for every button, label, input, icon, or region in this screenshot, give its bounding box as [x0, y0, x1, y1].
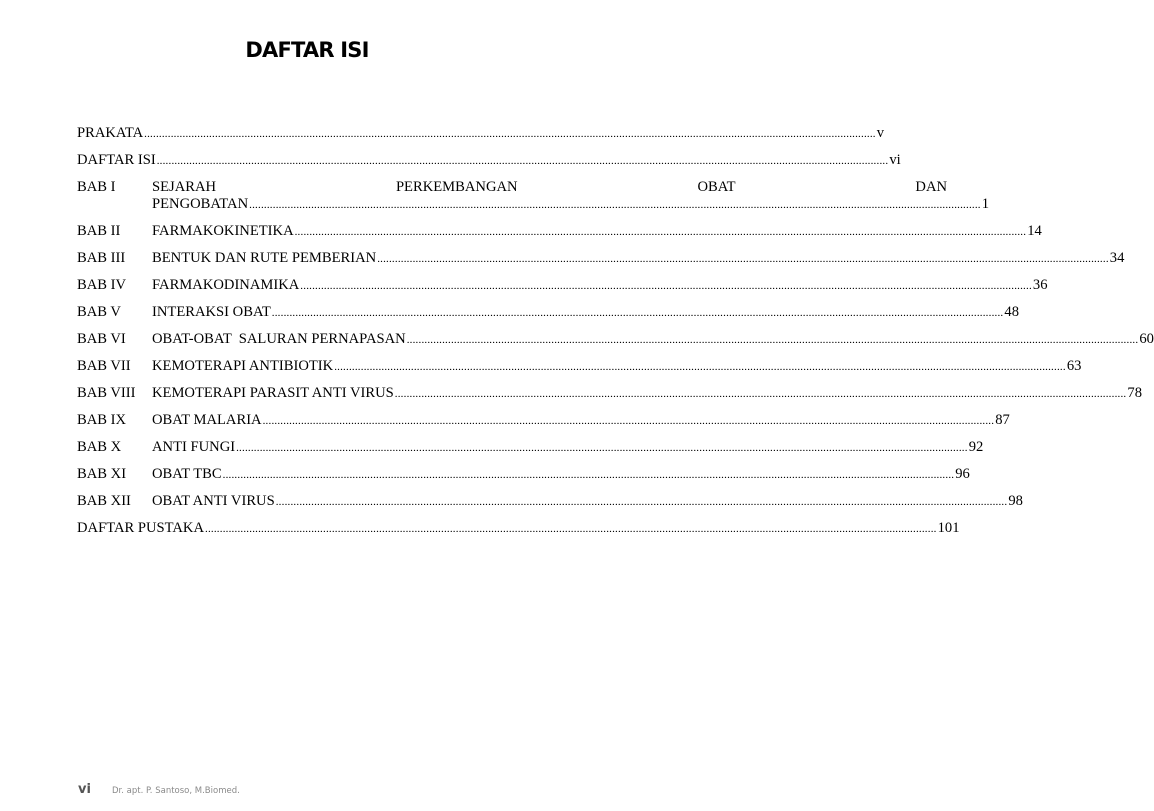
toc-entry-title: DAFTAR PUSTAKA [77, 520, 204, 536]
dot-leader [157, 155, 889, 168]
toc-entry-daftar-isi[interactable] [77, 152, 901, 169]
toc-entry-label: BAB V [77, 304, 121, 320]
dot-leader [276, 496, 1008, 509]
dot-leader [334, 361, 1066, 374]
toc-entry-page: 60 [1139, 331, 1154, 347]
toc-entry-page: 101 [937, 520, 960, 536]
toc-entry-bab-7[interactable] [77, 358, 1082, 375]
toc-entry-title: FARMAKOKINETIKA [152, 223, 294, 239]
toc-entry-title: OBAT TBC [152, 466, 222, 482]
toc-entry-label: BAB X [77, 439, 122, 455]
toc-entry-page: 92 [968, 439, 984, 455]
toc-entry-label: BAB IX [77, 412, 127, 428]
dot-leader [236, 442, 968, 455]
dot-leader [407, 334, 1139, 347]
toc-entry-label: BAB VI [77, 331, 126, 347]
toc-entry-title: INTERAKSI OBAT [152, 304, 271, 320]
dot-leader [272, 307, 1004, 320]
page-title: DAFTAR ISI [245, 38, 369, 62]
dot-leader [249, 199, 981, 212]
dot-leader [395, 388, 1127, 401]
toc-entry-label: BAB III [77, 250, 126, 266]
toc-entry-title: OBAT-OBAT SALURAN PERNAPASAN [152, 331, 406, 347]
table-of-contents [77, 125, 1154, 547]
toc-entry-label: BAB I [77, 179, 116, 195]
toc-entry-title: OBAT MALARIA [152, 412, 262, 428]
toc-entry-title: ANTI FUNGI [152, 439, 236, 455]
toc-entry-daftar-pustaka[interactable] [77, 520, 960, 537]
toc-entry-page: 36 [1032, 277, 1048, 293]
dot-leader [295, 226, 1027, 239]
toc-entry-prakata[interactable] [77, 125, 885, 142]
toc-entry-bab-8[interactable] [77, 385, 1142, 402]
dot-leader [144, 128, 876, 141]
toc-entry-title: FARMAKODINAMIKA [152, 277, 300, 293]
toc-entry-page: 87 [995, 412, 1010, 428]
toc-entry-title-word: DAN [915, 179, 948, 195]
toc-entry-label: BAB XI [77, 466, 127, 482]
toc-entry-page: 78 [1127, 385, 1142, 401]
toc-entry-bab-6[interactable] [77, 331, 1154, 348]
dot-leader [300, 280, 1032, 293]
toc-entry-bab-9[interactable] [77, 412, 1010, 429]
toc-entry-page: 14 [1027, 223, 1042, 239]
toc-entry-bab-4[interactable] [77, 277, 1048, 294]
toc-entry-page: vi [889, 152, 901, 168]
toc-entry-page: 63 [1066, 358, 1082, 374]
toc-entry-label: BAB VII [77, 358, 131, 374]
toc-entry-bab-5[interactable] [77, 304, 1019, 321]
toc-entry-bab-11[interactable] [77, 466, 970, 483]
toc-entry-page: 48 [1004, 304, 1019, 320]
toc-entry-bab-10[interactable] [77, 439, 984, 456]
toc-entry-bab-3[interactable] [77, 250, 1125, 267]
toc-entry-bab-1[interactable] [77, 179, 990, 213]
dot-leader [263, 415, 995, 428]
toc-entry-title: BENTUK DAN RUTE PEMBERIAN [152, 250, 377, 266]
dot-leader [377, 253, 1109, 266]
dot-leader [205, 523, 937, 536]
toc-entry-label: BAB IV [77, 277, 127, 293]
toc-entry-title-word: PERKEMBANGAN [395, 179, 518, 195]
toc-entry-title: KEMOTERAPI ANTIBIOTIK [152, 358, 334, 374]
toc-entry-page: 98 [1008, 493, 1023, 509]
toc-entry-label: BAB II [77, 223, 121, 239]
toc-entry-title: PRAKATA [77, 125, 144, 141]
toc-entry-bab-12[interactable] [77, 493, 1023, 510]
toc-entry-title-word: OBAT [697, 179, 736, 195]
toc-entry-label: BAB XII [77, 493, 131, 509]
toc-entry-title-word: SEJARAH [152, 179, 217, 195]
toc-entry-page: 96 [955, 466, 970, 482]
toc-entry-page: 1 [981, 196, 990, 212]
toc-entry-page: 34 [1109, 250, 1125, 266]
toc-entry-label: BAB VIII [77, 385, 136, 401]
footer-author: Dr. apt. P. Santoso, M.Biomed. [112, 786, 240, 796]
toc-entry-title: OBAT ANTI VIRUS [152, 493, 275, 509]
toc-entry-title: PENGOBATAN [152, 196, 249, 212]
footer-page-number: vi [78, 782, 91, 797]
toc-entry-title: KEMOTERAPI PARASIT ANTI VIRUS [152, 385, 394, 401]
toc-entry-title: DAFTAR ISI [77, 152, 156, 168]
dot-leader [223, 469, 955, 482]
toc-entry-page: v [876, 125, 885, 141]
toc-entry-bab-2[interactable] [77, 223, 1042, 240]
page-footer [78, 782, 240, 797]
